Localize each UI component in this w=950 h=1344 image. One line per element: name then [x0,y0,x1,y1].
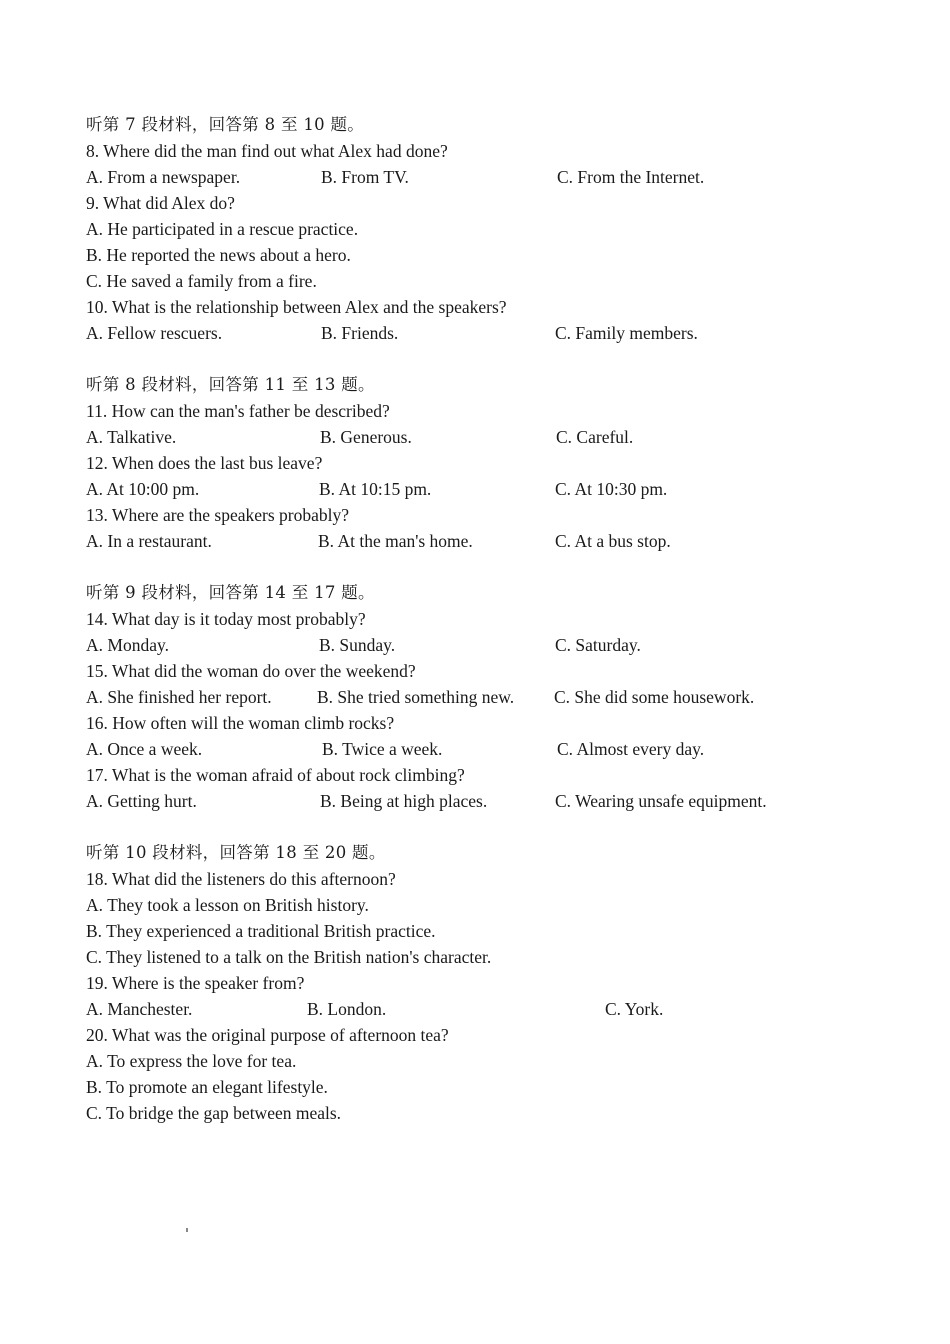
question-stem: 18. What did the listeners do this afternoon? [86,869,396,889]
option-b: B. They experienced a traditional British practice. [86,921,436,941]
section-spacer [86,554,886,580]
section-spacer [86,814,886,840]
option-a: A. At 10:00 pm. [86,479,200,499]
option-row [86,164,886,190]
option-row [86,996,886,1022]
option-a: A. He participated in a rescue practice. [86,219,359,239]
section-spacer [86,346,886,372]
option-row [86,684,886,710]
option-row [86,528,886,554]
option-c: C. Saturday. [555,635,641,655]
option-b: B. At 10:15 pm. [319,479,432,499]
option-c: C. Family members. [555,323,698,343]
option-row [86,320,886,346]
option-c: C. To bridge the gap between meals. [86,1103,342,1123]
option-a: A. From a newspaper. [86,167,241,187]
option-c: C. Almost every day. [557,739,705,759]
option-b: B. Friends. [321,323,399,343]
option-a: A. She finished her report. [86,687,272,707]
option-c: C. She did some housework. [554,687,755,707]
option-c: C. York. [605,999,664,1019]
section-heading: 听第 10 段材料，回答第 18 至 20 题。 [86,843,386,862]
option-c: C. At 10:30 pm. [555,479,668,499]
option-a: A. Once a week. [86,739,203,759]
option-c: C. They listened to a talk on the British nation's character. [86,947,492,967]
option-a: A. Manchester. [86,999,193,1019]
option-a: A. Monday. [86,635,169,655]
option-row [86,632,886,658]
option-b: B. From TV. [321,167,409,187]
option-row [86,424,886,450]
option-c: C. He saved a family from a fire. [86,271,317,291]
option-a: A. To express the love for tea. [86,1051,297,1071]
question-stem: 15. What did the woman do over the weekend? [86,661,416,681]
stray-mark [186,1228,188,1232]
option-row [86,788,886,814]
option-b: B. She tried something new. [317,687,515,707]
option-b: B. At the man's home. [318,531,473,551]
question-stem: 8. Where did the man find out what Alex had done? [86,141,448,161]
question-stem: 19. Where is the speaker from? [86,973,305,993]
option-a: A. Fellow rescuers. [86,323,223,343]
question-stem: 16. How often will the woman climb rocks? [86,713,395,733]
section-heading: 听第 9 段材料，回答第 14 至 17 题。 [86,583,375,602]
option-c: C. From the Internet. [557,167,705,187]
exam-page [86,112,886,1126]
option-a: A. In a restaurant. [86,531,212,551]
question-stem: 14. What day is it today most probably? [86,609,366,629]
option-b: B. Sunday. [319,635,396,655]
option-b: B. He reported the news about a hero. [86,245,351,265]
option-b: B. Being at high places. [320,791,488,811]
option-b: B. To promote an elegant lifestyle. [86,1077,328,1097]
option-a: A. They took a lesson on British history. [86,895,369,915]
question-stem: 11. How can the man's father be described? [86,401,390,421]
question-stem: 13. Where are the speakers probably? [86,505,350,525]
option-b: B. Twice a week. [322,739,443,759]
option-c: C. At a bus stop. [555,531,671,551]
option-a: A. Getting hurt. [86,791,197,811]
option-row [86,476,886,502]
option-b: B. London. [307,999,387,1019]
option-c: C. Careful. [556,427,634,447]
question-stem: 10. What is the relationship between Alex and the speakers? [86,297,507,317]
option-a: A. Talkative. [86,427,177,447]
option-c: C. Wearing unsafe equipment. [555,791,767,811]
question-stem: 17. What is the woman afraid of about rock climbing? [86,765,465,785]
section-heading: 听第 8 段材料，回答第 11 至 13 题。 [86,375,375,394]
section-heading: 听第 7 段材料，回答第 8 至 10 题。 [86,115,365,134]
option-row [86,736,886,762]
option-b: B. Generous. [320,427,412,447]
question-stem: 12. When does the last bus leave? [86,453,323,473]
question-stem: 9. What did Alex do? [86,193,235,213]
question-stem: 20. What was the original purpose of afternoon tea? [86,1025,449,1045]
